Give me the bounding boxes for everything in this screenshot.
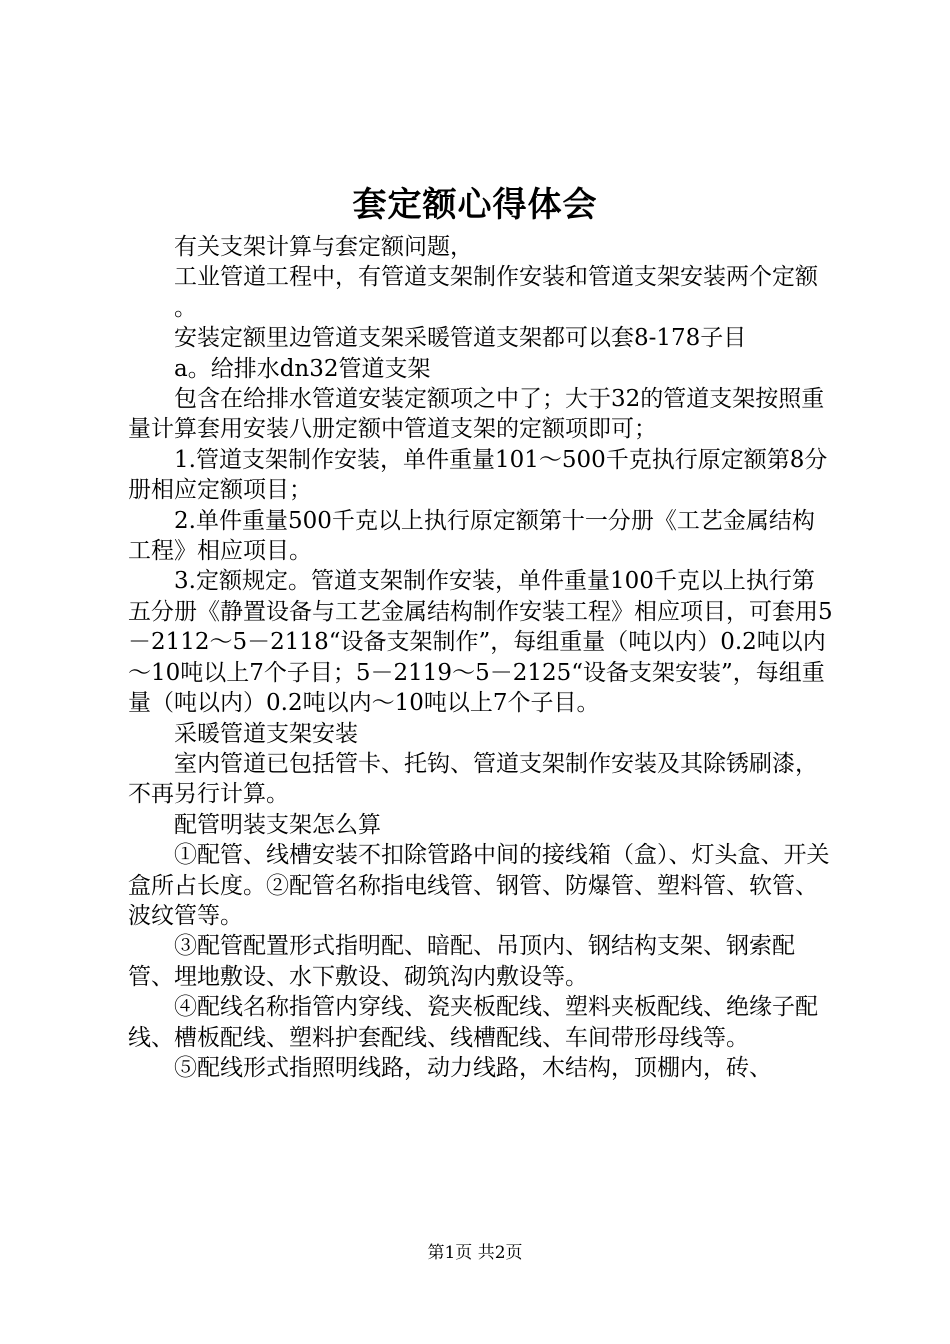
paragraph: ④配线名称指管内穿线、瓷夹板配线、塑料夹板配线、绝缘子配线、槽板配线、塑料护套配线、线槽配线、车间带形母线等。 [128, 994, 818, 1051]
paragraph: ①配管、线槽安装不扣除管路中间的接线箱（盒）、灯头盒、开关盒所占长度。②配管名称指电线管、钢管、防爆管、塑料管、软管、波纹管等。 [128, 842, 830, 929]
paragraph: 1.管道支架制作安装，单件重量101～500千克执行原定额第8分册相应定额项目； [128, 446, 828, 504]
paragraph: ⑤配线形式指照明线路，动力线路，木结构，顶棚内，砖、 [174, 1054, 772, 1081]
document-body [128, 232, 833, 1083]
paragraph: 有关支架计算与套定额问题， [174, 234, 473, 260]
paragraph: 工业管道工程中，有管道支架制作安装和管道支架安装两个定额 [174, 264, 818, 291]
paragraph: 3.定额规定。管道支架制作安装，单件重量100千克以上执行第五分册《静置设备与工艺金属结构制作安装工程》相应项目，可套用5－2112～5－2118“设备支架制作”，每组重量（吨以内）0.2吨以内～10吨以上7个子目；5－2119～5－2125“设备支架安装”，每组重量（吨以内）0.2吨以内～10吨以上7个子目。 [128, 568, 833, 717]
page-number-footer: 第1页 共2页 [427, 1243, 523, 1263]
paragraph: ③配管配置形式指明配、暗配、吊顶内、钢结构支架、钢索配管、埋地敷设、水下敷设、砌筑沟内敷设等。 [128, 933, 795, 990]
paragraph: 2.单件重量500千克以上执行原定额第十一分册《工艺金属结构工程》相应项目。 [128, 507, 815, 565]
paragraph: 室内管道已包括管卡、托钩、管道支架制作安装及其除锈刷漆，不再另行计算。 [128, 750, 818, 808]
paragraph: a。给排水dn32管道支架 [174, 355, 431, 382]
document-title: 套定额心得体会 [352, 185, 598, 225]
paragraph: 安装定额里边管道支架采暖管道支架都可以套8-178子目 [174, 325, 747, 352]
paragraph: 包含在给排水管道安装定额项之中了；大于32的管道支架按照重量计算套用安装八册定额中管道支架的定额项即可； [128, 386, 825, 443]
paragraph: 配管明装支架怎么算 [174, 811, 381, 838]
paragraph: 。 [174, 294, 197, 321]
paragraph: 采暖管道支架安装 [174, 720, 358, 747]
